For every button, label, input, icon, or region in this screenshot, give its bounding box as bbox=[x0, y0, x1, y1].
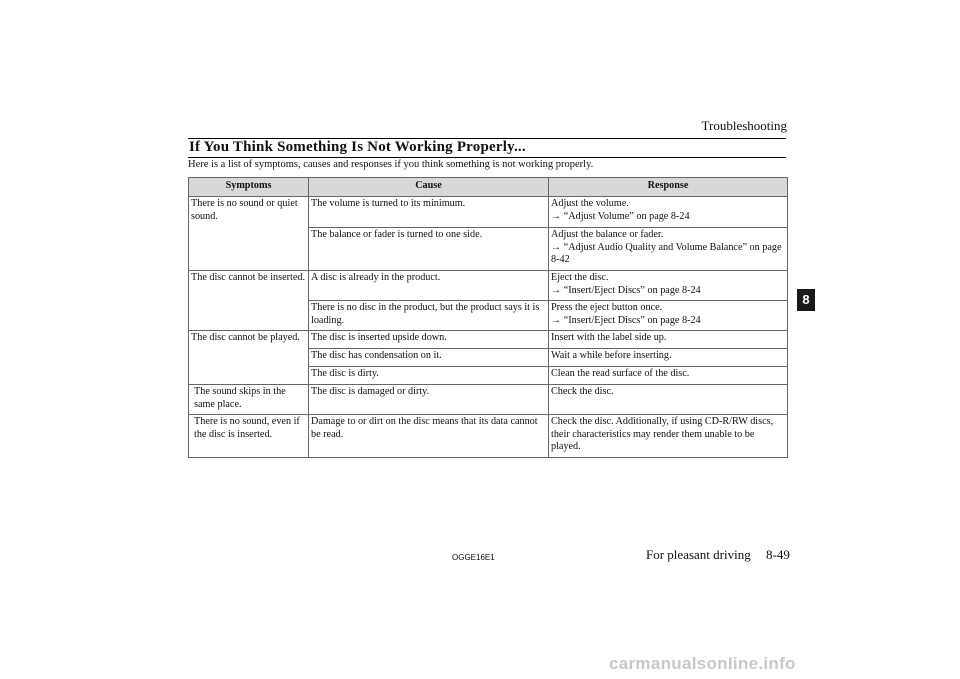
document-code: OGGE16E1 bbox=[452, 553, 495, 562]
cause-cell: There is no disc in the product, but the product says it is loading. bbox=[309, 301, 549, 331]
cause-cell: The disc is dirty. bbox=[309, 367, 549, 385]
running-header: Troubleshooting bbox=[701, 118, 787, 133]
table-row bbox=[189, 385, 788, 415]
response-cell: Check the disc. Additionally, if using CD-R/RW discs, their characteristics may render them unable to be played. bbox=[549, 415, 788, 458]
intro-text: Here is a list of symptoms, causes and responses if you think something is not working properly. bbox=[188, 159, 594, 170]
page-number: 8-49 bbox=[766, 547, 790, 562]
troubleshooting-table bbox=[188, 177, 788, 458]
table-row bbox=[189, 331, 788, 349]
response-cell bbox=[549, 271, 788, 301]
symptom-cell: There is no sound or quiet sound. bbox=[189, 197, 309, 271]
watermark-text: carmanualsonline.info bbox=[609, 654, 796, 673]
cause-cell: Damage to or dirt on the disc means that its data cannot be read. bbox=[309, 415, 549, 458]
header-symptoms: Symptoms bbox=[189, 178, 309, 197]
cause-cell: The disc is damaged or dirty. bbox=[309, 385, 549, 415]
cause-cell: The disc has condensation on it. bbox=[309, 349, 549, 367]
response-cell: Clean the read surface of the disc. bbox=[549, 367, 788, 385]
symptom-cell: The disc cannot be inserted. bbox=[189, 271, 309, 331]
response-reference: → “Insert/Eject Discs” on page 8-24 bbox=[551, 314, 701, 326]
page-title: If You Think Something Is Not Working Properly... bbox=[189, 139, 526, 155]
symptom-cell: The sound skips in the same place. bbox=[189, 385, 309, 415]
table-row bbox=[189, 271, 788, 301]
response-cell: Insert with the label side up. bbox=[549, 331, 788, 349]
response-reference: → “Adjust Volume” on page 8-24 bbox=[551, 210, 690, 222]
response-cell: Check the disc. bbox=[549, 385, 788, 415]
symptom-cell: The disc cannot be played. bbox=[189, 331, 309, 385]
response-cell bbox=[549, 197, 788, 228]
cause-cell: A disc is already in the product. bbox=[309, 271, 549, 301]
chapter-tab: 8 bbox=[797, 289, 815, 311]
table-row bbox=[189, 197, 788, 228]
table-row bbox=[189, 415, 788, 458]
footer-section: For pleasant driving bbox=[646, 547, 751, 562]
response-reference: → “Insert/Eject Discs” on page 8-24 bbox=[551, 284, 701, 296]
header-response: Response bbox=[549, 178, 788, 197]
response-cell: Wait a while before inserting. bbox=[549, 349, 788, 367]
response-line: Eject the disc. bbox=[551, 272, 609, 283]
cause-cell: The balance or fader is turned to one side. bbox=[309, 228, 549, 271]
cause-cell: The volume is turned to its minimum. bbox=[309, 197, 549, 228]
symptom-cell: There is no sound, even if the disc is inserted. bbox=[189, 415, 309, 458]
response-cell bbox=[549, 301, 788, 331]
response-line: Adjust the volume. bbox=[551, 198, 629, 209]
response-cell bbox=[549, 228, 788, 271]
header-cause: Cause bbox=[309, 178, 549, 197]
response-line: Adjust the balance or fader. bbox=[551, 229, 664, 240]
cause-cell: The disc is inserted upside down. bbox=[309, 331, 549, 349]
response-line: Press the eject button once. bbox=[551, 302, 663, 313]
table-header-row bbox=[189, 178, 788, 197]
response-reference: → “Adjust Audio Quality and Volume Balance” on page 8-42 bbox=[551, 241, 782, 265]
